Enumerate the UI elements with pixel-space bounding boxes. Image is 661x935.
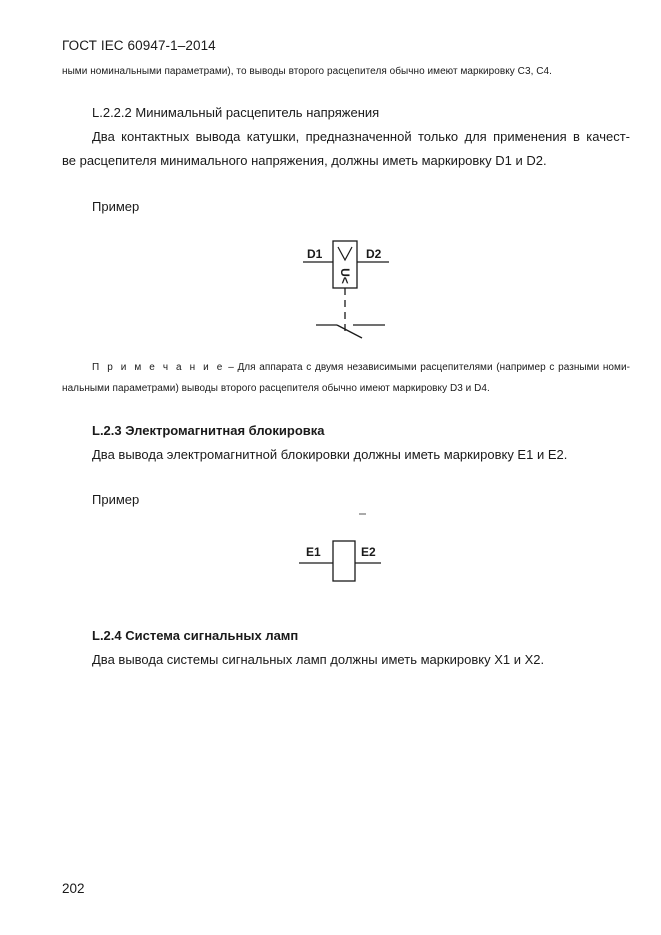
e1-label: E1: [306, 545, 321, 559]
e2-label: E2: [361, 545, 376, 559]
interlock-coil-rectangle: [333, 541, 355, 581]
section-l222-note-line2: нальными параметрами) выводы второго расцепителя обычно имеют маркировку D3 и D4.: [62, 383, 490, 394]
section-l222-example-label: Пример: [92, 199, 140, 214]
page-number: 202: [62, 881, 85, 896]
intro-line: ными номинальными параметрами), то выводы второго расцепителя обычно имеют маркировку C3, C4.: [62, 66, 552, 77]
section-l23-example-label: Пример: [92, 492, 140, 507]
section-l222-heading: L.2.2.2 Минимальный расцепитель напряжения: [92, 105, 380, 120]
section-l24-paragraph: Два вывода системы сигнальных ламп должны иметь маркировку X1 и X2.: [92, 652, 545, 667]
section-l23-heading: L.2.3 Электромагнитная блокировка: [92, 423, 325, 438]
d1-label: D1: [307, 247, 323, 261]
note-line1-text: – Для аппарата с двумя независимыми расцепителями (например с разными номи-: [224, 362, 630, 373]
section-l222-para-line1: Два контактных вывода катушки, предназначенной только для применения в качест-: [92, 129, 630, 144]
section-l23-paragraph: Два вывода электромагнитной блокировки должны иметь маркировку E1 и E2.: [92, 447, 568, 462]
coil-symbol: U<: [338, 268, 352, 284]
d2-label: D2: [366, 247, 382, 261]
note-prefix: П р и м е ч а н и е: [92, 362, 225, 373]
section-l24-heading: L.2.4 Система сигнальных ламп: [92, 628, 299, 643]
section-l222-para-line2: ве расцепителя минимального напряжения, должны иметь маркировку D1 и D2.: [62, 153, 547, 168]
document-header: ГОСТ IEC 60947-1–2014: [62, 38, 216, 53]
